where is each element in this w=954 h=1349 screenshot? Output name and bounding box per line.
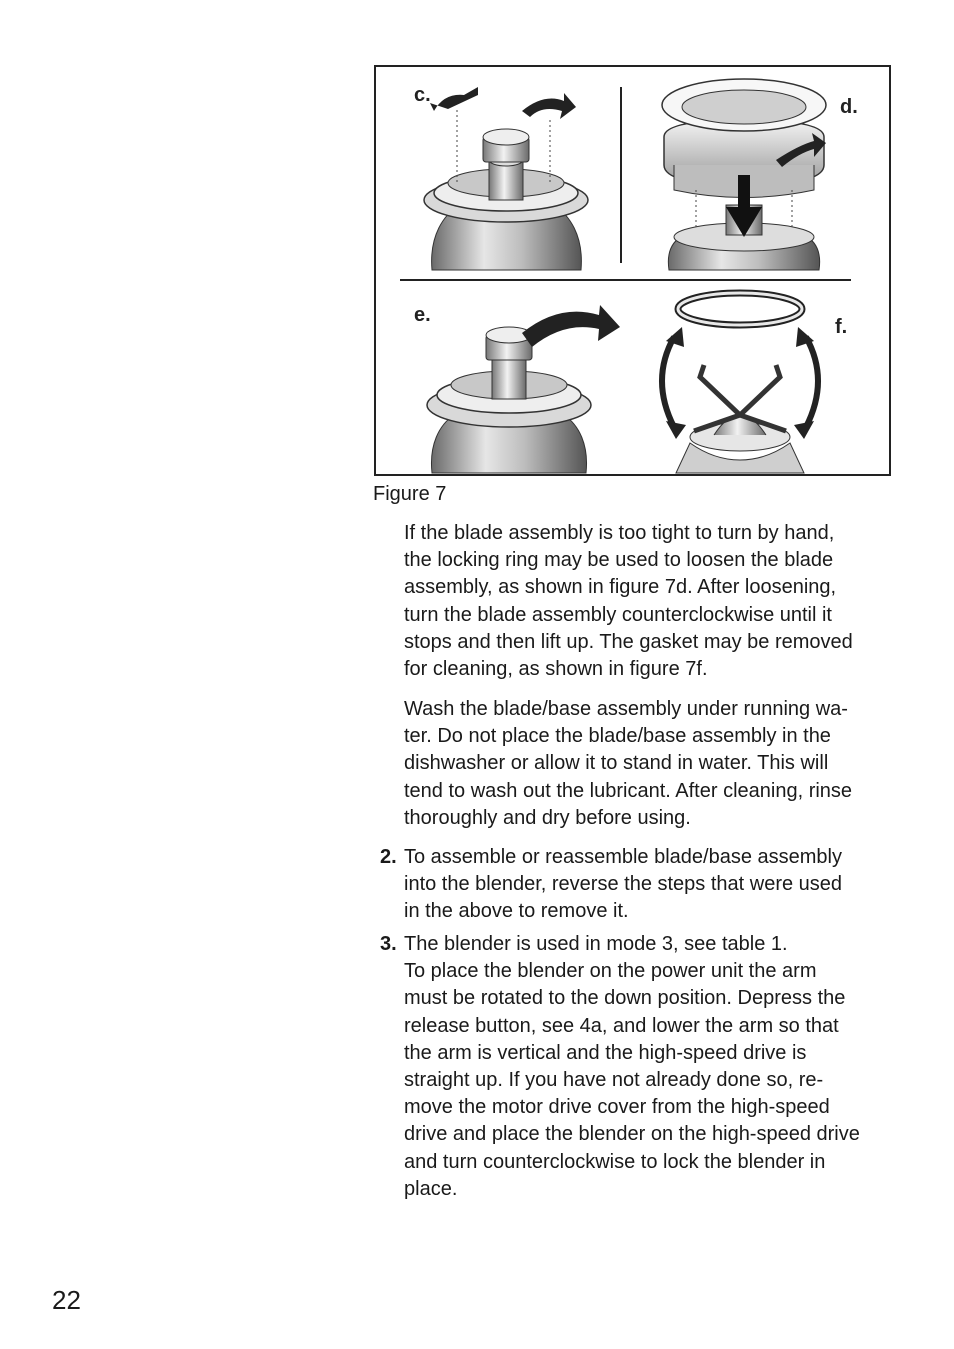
figure-caption: Figure 7 [373, 483, 447, 505]
list-item-text: To assemble or reassemble blade/base assembly into the blender, reverse the steps that were used in the above to remove it. [404, 846, 843, 923]
panel-f-label: f. [835, 316, 848, 338]
list-item-number: 3. [380, 933, 397, 955]
list-item-text: The blender is used in mode 3, see table 1. To place the blender on the power unit the arm must be rotated to the down position. Depress the release button, see 4a, and lower the arm so that the arm is vertical and the high-speed drive is straight up. If you have not already done so, re- move the motor drive cover from the high-speed drive and place the blender on the high-speed drive and turn counterclockwise to lock the blender in place. [404, 933, 860, 1200]
panel-d-label: d. [840, 96, 858, 118]
panel-e-label: e. [414, 304, 431, 326]
panel-c-label: c. [414, 84, 431, 106]
paragraph-blade-loosening: If the blade assembly is too tight to turn by hand, the locking ring may be used to loosen the blade assembly, as shown in figure 7d. After loosening, turn the blade assembly counterclockwise until it stops and then lift up. The gasket may be removed for cleaning, as shown in figure 7f. [404, 522, 853, 681]
figure-7-illustration [374, 65, 891, 476]
paragraph-washing: Wash the blade/base assembly under running wa- ter. Do not place the blade/base assembly in the dishwasher or allow it to stand in water. This will tend to wash out the lubricant. After cleaning, rinse thoroughly and dry before using. [404, 698, 853, 829]
list-item-number: 2. [380, 846, 397, 868]
page-number: 22 [52, 1285, 81, 1315]
